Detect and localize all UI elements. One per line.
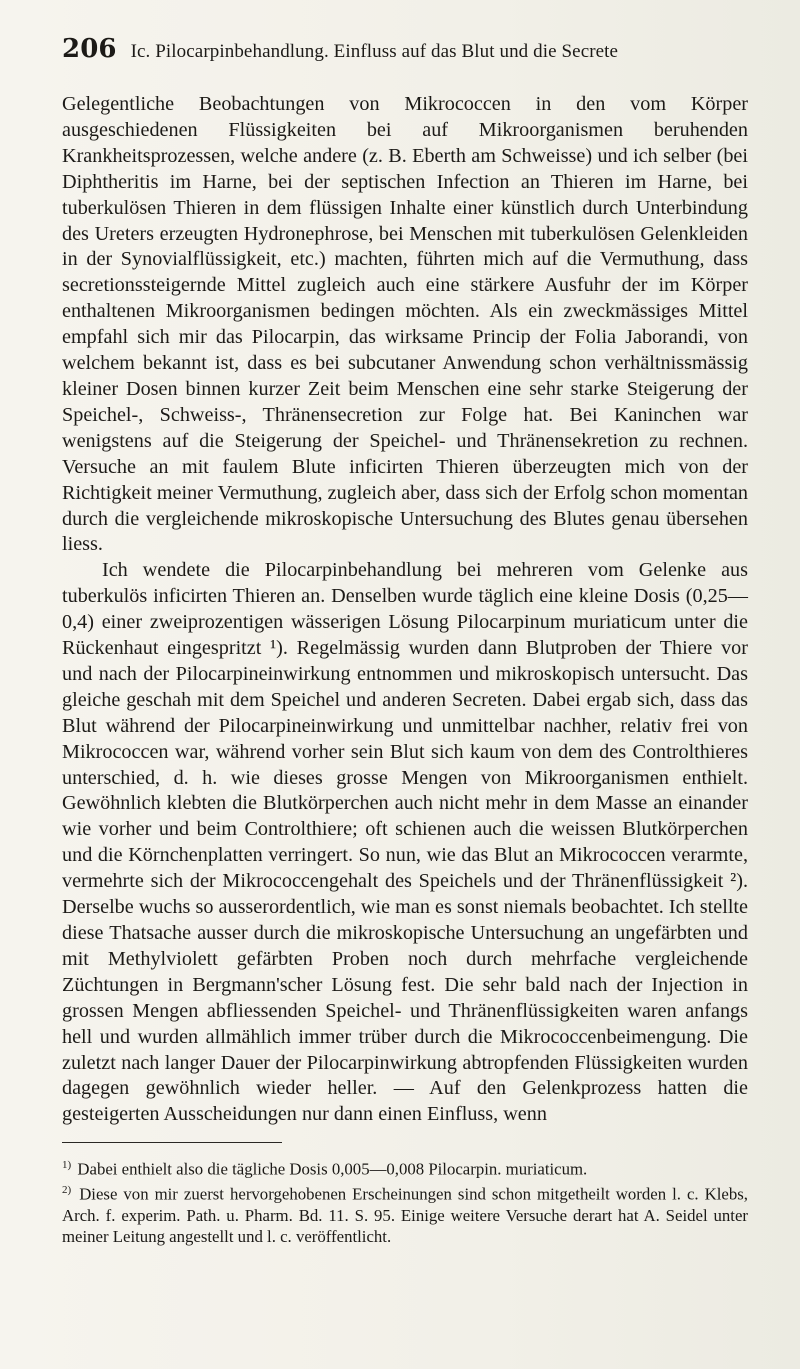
running-head-title: Ic. Pilocarpinbehandlung. Einfluss auf das Blut und die Secrete [130, 41, 619, 62]
footnote-2-text: Diese von mir zuerst hervorgehobenen Erscheinungen sind schon mitgetheilt worden l. c. Klebs, Arch. f. experim. Path. u. Pharm. Bd. 11. S. 95. Einige weitere Versuche derart hat A. Seidel unter meiner Leitung angestellt und l. c. veröffentlicht. [62, 1184, 748, 1247]
paragraph-2: Ich wendete die Pilocarpinbehandlung bei mehreren vom Gelenke aus tuberkulös inficirten Thieren an. Denselben wurde täglich eine kleine Dosis (0,25—0,4) einer zweiprozentigen wässerigen Lösung Pilocarpinum muriaticum unter die Rückenhaut eingespritzt ¹). Regelmässig wurden dann Blutproben der Thiere vor und nach der Pilocarpineinwirkung entnommen und mikroskopisch untersucht. Das gleiche geschah mit dem Speichel und anderen Secreten. Dabei ergab sich, dass das Blut während der Pilocarpineinwirkung und unmittelbar nachher, relativ frei von Mikrococcen war, während vorher sein Blut sich kaum von dem des Controlthieres unterschied, d. h. wie dieses grosse Mengen von Mikroorganismen enthielt. Gewöhnlich klebten die Blutkörperchen auch nicht mehr in dem Masse an einander wie vorher und beim Controlthiere; oft schienen auch die weissen Blutkörperchen und die Körnchenplatten verringert. So nun, wie das Blut an Mikrococcen verarmte, vermehrte sich der Mikrococcengehalt des Speichels und der Thränenflüssigkeit ²). Derselbe wuchs so ausserordentlich, wie man es sonst niemals beobachtet. Ich stellte diese Thatsache ausser durch die mikroskopische Untersuchung an ungefärbten und mit Methylviolett gefärbten Proben noch durch mehrfache vergleichende Züchtungen in Bergmann'scher Lösung fest. Die sehr bald nach der Injection in grossen Mengen abfliessenden Speichel- und Thränenflüssigkeiten waren anfangs hell und wurden allmählich immer trüber durch die Mikrococcenbeimengung. Die zuletzt nach langer Dauer der Pilocarpinwirkung abtropfenden Flüssigkeiten wurden dagegen gewöhnlich wieder heller. — Auf den Gelenkprozess hatten die gesteigerten Ausscheidungen nur dann einen Einfluss, wenn [62, 559, 748, 1126]
footnotes [62, 1155, 748, 1247]
footnote-1 [62, 1155, 748, 1180]
running-head [62, 34, 748, 66]
body-text [62, 92, 748, 1128]
footnote-2 [62, 1180, 748, 1247]
footnote-2-mark: 2) [62, 1184, 72, 1197]
footnote-1-mark: 1) [62, 1159, 72, 1172]
footnote-divider [62, 1142, 282, 1143]
paragraph-1: Gelegentliche Beobachtungen von Mikrococcen in den vom Körper ausgeschiedenen Flüssigkeiten bei auf Mikroorganismen beruhenden Krankheitsprozessen, welche andere (z. B. Eberth am Schweisse) und ich selber (bei Diphtheritis im Harne, bei der septischen Infection an Thieren im Harne, bei tuberkulösen Thieren in dem flüssigen Inhalte einer künstlich durch Unterbindung des Ureters erzeugten Hydronephrose, bei Menschen mit tuberkulösen Gelenkleiden in der Synovialflüssigkeit, etc.) machten, führten mich auf die Vermuthung, dass secretionssteigernde Mittel zugleich auch eine stärkere Ausfuhr der im Körper enthaltenen Mikroorganismen bedingen möchten. Als ein zweckmässiges Mittel empfahl sich mir das Pilocarpin, das wirksame Princip der Folia Jaborandi, von welchem bekannt ist, dass es bei subcutaner Anwendung schon verhältnissmässig kleiner Dosen binnen kurzer Zeit beim Menschen eine sehr starke Steigerung der Speichel-, Schweiss-, Thränensecretion zur Folge hat. Bei Kaninchen war wenigstens auf die Steigerung der Speichel- und Thränensekretion zu rechnen. Versuche an mit faulem Blute inficirten Thieren überzeugten mich von der Richtigkeit meiner Vermuthung, zugleich aber, dass sich der Erfolg schon momentan durch die vergleichende mikroskopische Untersuchung des Blutes genau übersehen liess. [62, 93, 748, 556]
footnote-1-text: Dabei enthielt also die tägliche Dosis 0,005—0,008 Pilocarpin. muriaticum. [77, 1159, 588, 1179]
page-number: 206 [62, 34, 117, 64]
